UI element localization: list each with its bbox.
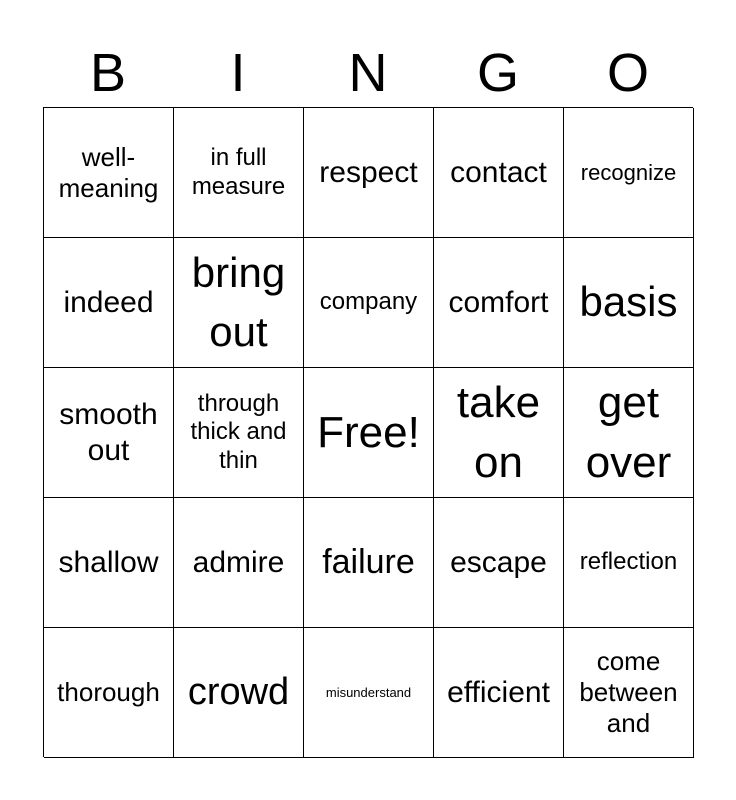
header-letter-n: N (348, 43, 388, 103)
bingo-cell: in full measure (174, 108, 304, 238)
bingo-cell: smooth out (44, 368, 174, 498)
bingo-cell: admire (174, 498, 304, 628)
header-letter-g: G (476, 43, 519, 103)
bingo-cell: escape (434, 498, 564, 628)
bingo-cell: indeed (44, 238, 174, 368)
bingo-cell: well-meaning (44, 108, 174, 238)
bingo-cell: through thick and thin (174, 368, 304, 498)
bingo-cell: get over (564, 368, 694, 498)
bingo-cell: misunderstand (304, 628, 434, 758)
bingo-cell: bring out (174, 238, 304, 368)
bingo-cell: failure (304, 498, 434, 628)
bingo-cell: reflection (564, 498, 694, 628)
bingo-cell: take on (434, 368, 564, 498)
header-letter-i: I (230, 43, 246, 103)
bingo-cell: recognize (564, 108, 694, 238)
bingo-card-grid (43, 107, 693, 757)
bingo-cell: comfort (434, 238, 564, 368)
bingo-cell: shallow (44, 498, 174, 628)
free-space-cell: Free! (304, 368, 434, 498)
bingo-cell: efficient (434, 628, 564, 758)
header-letter-b: B (89, 43, 127, 103)
bingo-header (43, 40, 693, 106)
bingo-cell: respect (304, 108, 434, 238)
bingo-cell: thorough (44, 628, 174, 758)
bingo-cell: come between and (564, 628, 694, 758)
header-letter-o: O (606, 43, 649, 103)
bingo-cell: basis (564, 238, 694, 368)
bingo-cell: contact (434, 108, 564, 238)
bingo-cell: crowd (174, 628, 304, 758)
bingo-cell: company (304, 238, 434, 368)
